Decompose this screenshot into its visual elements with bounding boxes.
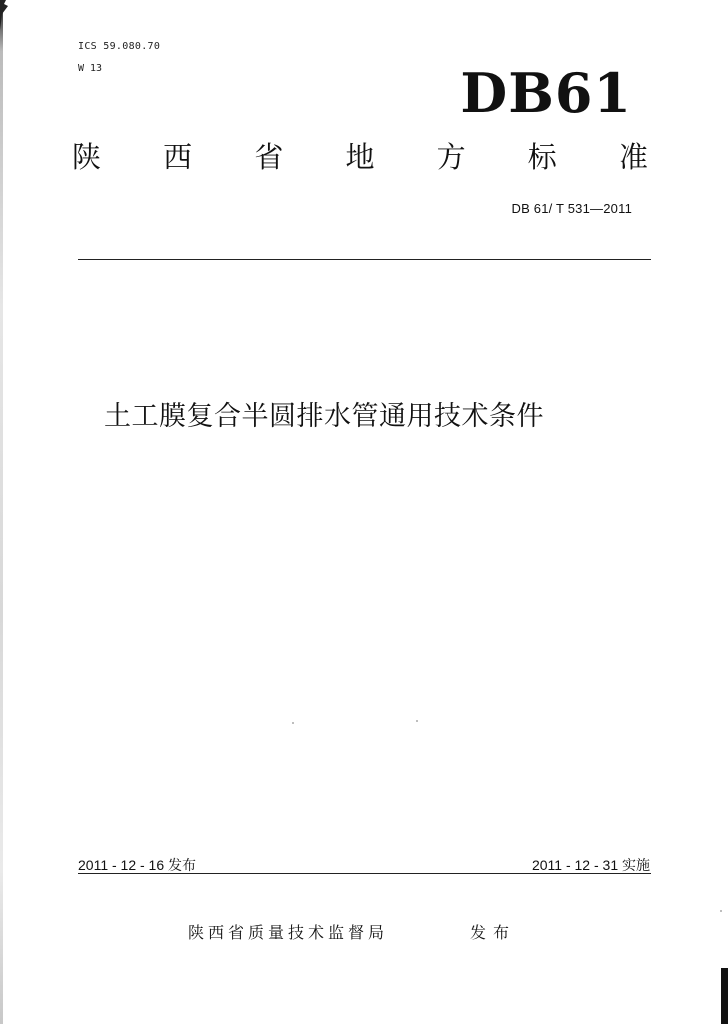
standard-type (72, 140, 648, 174)
issue-action: 发布 (470, 923, 517, 942)
scan-edge-left (0, 0, 3, 1024)
standard-type-char: 西 (163, 140, 193, 174)
classification-code: W 13 (78, 63, 103, 74)
scan-speck (720, 910, 722, 912)
ics-code: ICS 59.080.70 (78, 41, 161, 52)
db-mark: DB61 (460, 61, 632, 125)
top-divider (78, 259, 651, 260)
standard-number: DB 61/ T 531—2011 (511, 201, 632, 216)
document-title: 土工膜复合半圆排水管通用技术条件 (104, 401, 544, 432)
scan-edge-right (721, 968, 728, 1024)
bottom-divider (78, 873, 651, 874)
scan-speck (416, 720, 418, 722)
scan-corner-mark (0, 0, 14, 30)
standard-type-char: 标 (527, 140, 557, 174)
scan-speck (292, 722, 294, 724)
standard-type-char: 方 (436, 140, 466, 174)
standard-type-char: 准 (618, 140, 648, 174)
standard-type-char: 地 (345, 140, 375, 174)
standard-type-char: 省 (254, 140, 284, 174)
standard-type-char: 陕 (72, 140, 102, 174)
issuing-authority: 陕西省质量技术监督局 (188, 923, 389, 942)
implementation-date: 2011 - 12 - 31 实施 (531, 857, 650, 873)
issue-date: 2011 - 12 - 16 发布 (78, 857, 197, 873)
